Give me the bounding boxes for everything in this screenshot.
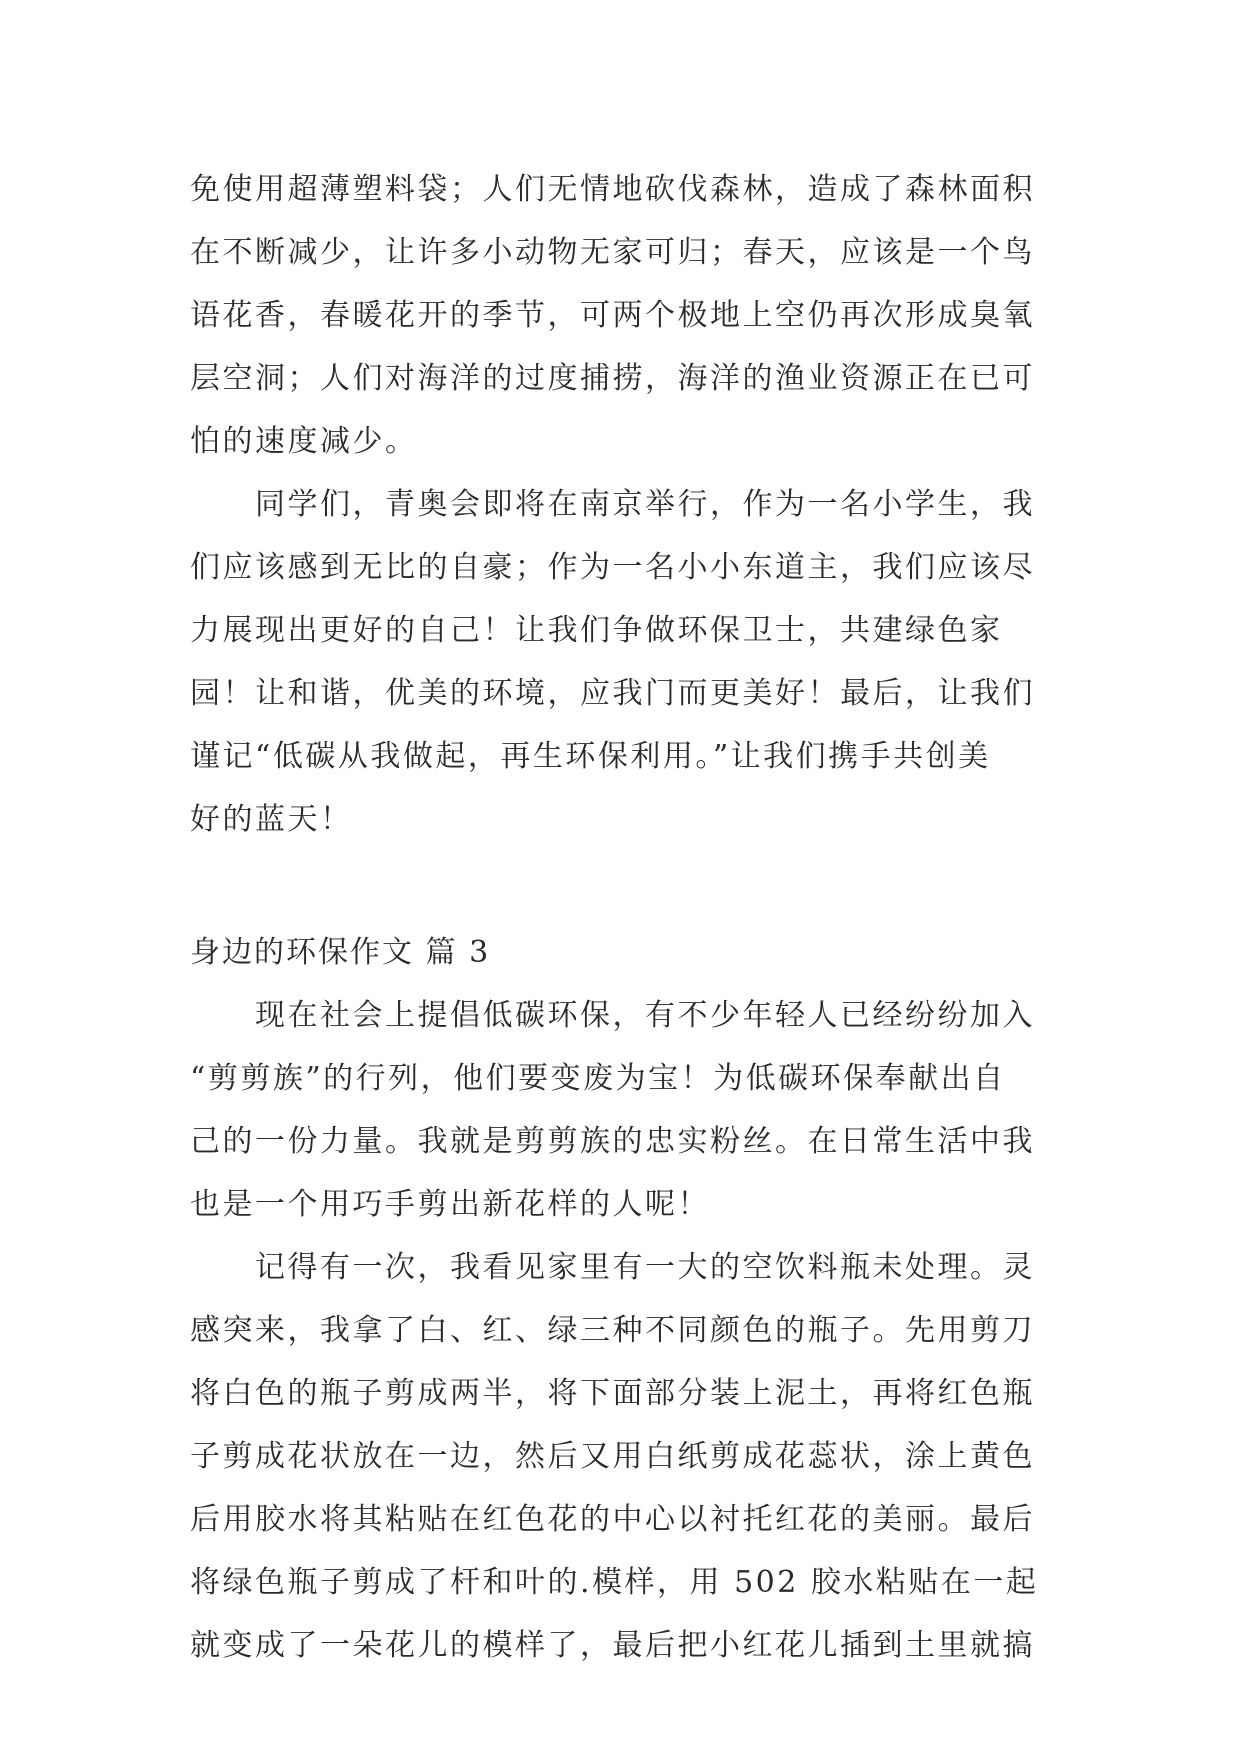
text-line: 们应该感到无比的自豪；作为一名小小东道主，我们应该尽 [190, 550, 1035, 585]
text-line: 将白色的瓶子剪成两半，将下面部分装上泥土，再将红色瓶 [190, 1376, 1035, 1411]
text-line: 己的一份力量。我就是剪剪族的忠实粉丝。在日常生活中我 [190, 1124, 1035, 1159]
section-heading: 身边的环保作文 篇 3 [190, 935, 491, 970]
text-line: 记得有一次，我看见家里有一大的空饮料瓶未处理。灵 [190, 1250, 1035, 1285]
text-line: 子剪成花状放在一边，然后又用白纸剪成花蕊状，涂上黄色 [190, 1439, 1035, 1474]
text-line: 将绿色瓶子剪成了杆和叶的.模样，用 502 胶水粘贴在一起 [190, 1565, 1039, 1600]
text-line: 园！让和谐，优美的环境，应我门而更美好！最后，让我们 [190, 676, 1035, 711]
text-line: 后用胶水将其粘贴在红色花的中心以衬托红花的美丽。最后 [190, 1502, 1035, 1537]
text-line: 免使用超薄塑料袋；人们无情地砍伐森林，造成了森林面积 [190, 172, 1035, 207]
text-line: 同学们，青奥会即将在南京举行，作为一名小学生，我 [190, 487, 1035, 522]
document-body [190, 158, 1052, 1677]
section-gap [190, 851, 1052, 921]
text-line: “剪剪族”的行列，他们要变废为宝！为低碳环保奉献出自 [190, 1061, 1006, 1096]
text-line: 现在社会上提倡低碳环保，有不少年轻人已经纷纷加入 [190, 998, 1035, 1033]
text-line: 也是一个用巧手剪出新花样的人呢！ [190, 1187, 710, 1222]
text-line: 好的蓝天！ [190, 802, 353, 837]
text-line: 谨记“低碳从我做起，再生环保利用。”让我们携手共创美 [190, 739, 991, 774]
text-line: 在不断减少，让许多小动物无家可归；春天，应该是一个鸟 [190, 235, 1035, 270]
text-line: 怕的速度减少。 [190, 424, 418, 459]
text-line: 语花香，春暖花开的季节，可两个极地上空仍再次形成臭氧 [190, 298, 1035, 333]
text-line: 层空洞；人们对海洋的过度捕捞，海洋的渔业资源正在已可 [190, 361, 1035, 396]
text-line: 感突来，我拿了白、红、绿三种不同颜色的瓶子。先用剪刀 [190, 1313, 1035, 1348]
text-line: 力展现出更好的自己！让我们争做环保卫士，共建绿色家 [190, 613, 1003, 648]
text-line: 就变成了一朵花儿的模样了，最后把小红花儿插到土里就搞 [190, 1628, 1035, 1663]
